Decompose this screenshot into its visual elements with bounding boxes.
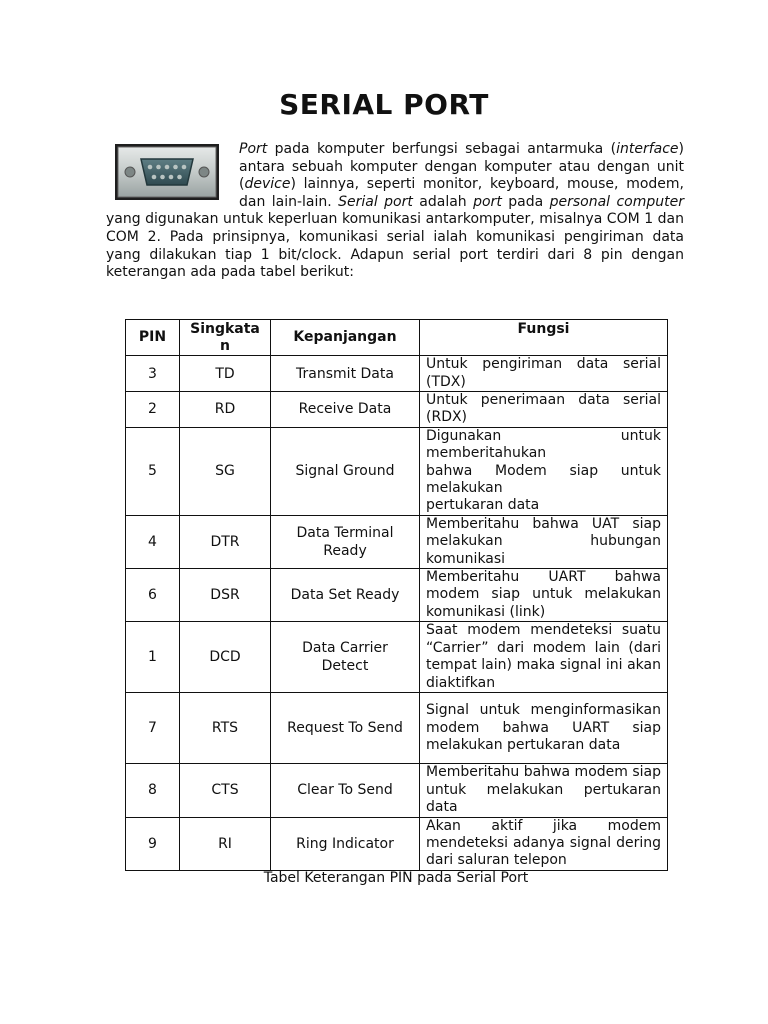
pin-cell: 8: [126, 764, 180, 817]
fungsi-text: bahwa Modem siap untuk melakukan: [426, 462, 661, 497]
fungsi-cell: [420, 356, 668, 392]
abbr-cell: CTS: [180, 764, 271, 817]
table-row: [126, 427, 668, 515]
table-caption: Tabel Keterangan PIN pada Serial Port: [263, 870, 529, 886]
name-cell: Ring Indicator: [271, 817, 420, 870]
pin-cell: 5: [126, 427, 180, 515]
fungsi-text: Memberitahu UART bahwa modem siap untuk melakukan komunikasi (link): [426, 569, 661, 620]
abbr-cell: TD: [180, 356, 271, 392]
pin-cell: 2: [126, 392, 180, 428]
intro-segment: pada komputer berfungsi sebagai antarmuka (: [267, 141, 617, 157]
fungsi-text: pertukaran data: [426, 497, 540, 514]
fungsi-cell: [420, 569, 668, 622]
table-row: [126, 817, 668, 870]
pin-cell: 9: [126, 817, 180, 870]
intro-segment: yang digunakan untuk keperluan komunikasi antarkomputer, misalnya COM 1 dan COM 2. Pada prinsipnya, komunikasi serial ialah komunikasi pengiriman data yang dilakukan tiap 1 bit/clock. Adapun serial port terdiri dari 8 pin dengan keterangan ada pada tabel berikut:: [106, 211, 684, 281]
intro-paragraph: [106, 141, 684, 282]
intro-segment: pada: [501, 193, 550, 210]
pin-table: [125, 319, 668, 871]
fungsi-text: Digunakan untuk memberitahukan: [426, 427, 661, 462]
intro-segment: ) antara sebuah komputer dengan komputer atau dengan unit (: [239, 141, 684, 193]
fungsi-cell: [420, 693, 668, 764]
fungsi-cell: [420, 427, 668, 515]
intro-segment: Port: [239, 141, 268, 157]
fungsi-text: Untuk pengiriman data serial (TDX): [426, 356, 661, 390]
pin-cell: 6: [126, 569, 180, 622]
table-row: [126, 356, 668, 392]
fungsi-text: Memberitahu bahwa modem siap untuk melakukan pertukaran data: [426, 764, 661, 816]
fungsi-text: Akan aktif jika modem mendeteksi adanya signal dering dari saluran telepon: [426, 817, 661, 869]
abbr-cell: DSR: [180, 569, 271, 622]
pin-cell: 1: [126, 622, 180, 693]
intro-segment: port: [473, 193, 502, 210]
table-row: [126, 392, 668, 428]
fungsi-text: Signal untuk menginformasikan modem bahwa UART siap melakukan pertukaran data: [426, 702, 661, 753]
name-cell: Data Terminal Ready: [271, 515, 420, 568]
fungsi-text: Memberitahu bahwa UAT siap melakukan hubungan komunikasi: [426, 515, 661, 567]
fungsi-cell: [420, 764, 668, 817]
abbr-cell: RD: [180, 392, 271, 428]
name-cell: Receive Data: [271, 392, 420, 428]
fungsi-cell: [420, 817, 668, 870]
table-row: [126, 693, 668, 764]
abbr-cell: DTR: [180, 515, 271, 568]
fungsi-cell: [420, 515, 668, 568]
name-cell: Transmit Data: [271, 356, 420, 392]
name-cell: Signal Ground: [271, 427, 420, 515]
abbr-cell: RI: [180, 817, 271, 870]
intro-segment: ) lainnya, seperti monitor, keyboard, mouse, modem, dan lain-lain.: [239, 176, 684, 210]
pin-cell: 7: [126, 693, 180, 764]
pin-cell: 3: [126, 356, 180, 392]
fungsi-text: Untuk penerimaan data serial (RDX): [426, 392, 661, 426]
serial-connector-image: [115, 144, 219, 200]
name-cell: Request To Send: [271, 693, 420, 764]
intro-segment: Serial port: [338, 193, 413, 210]
intro-segment: personal computer: [549, 193, 684, 210]
name-cell: Data Set Ready: [271, 569, 420, 622]
abbr-cell: DCD: [180, 622, 271, 693]
table-row: [126, 622, 668, 693]
abbr-cell: SG: [180, 427, 271, 515]
header-pin: PIN: [126, 320, 180, 356]
table-row: [126, 569, 668, 622]
fungsi-cell: [420, 622, 668, 693]
table-header-row: [126, 320, 668, 356]
header-kepanjangan: Kepanjangan: [271, 320, 420, 356]
intro-segment: adalah: [412, 193, 474, 210]
fungsi-cell: [420, 392, 668, 428]
name-cell: Clear To Send: [271, 764, 420, 817]
fungsi-text: Saat modem mendeteksi suatu “Carrier” dari modem lain (dari tempat lain) maka signal ini akan diaktifkan: [426, 622, 661, 691]
name-cell: Data Carrier Detect: [271, 622, 420, 693]
pin-cell: 4: [126, 515, 180, 568]
header-fungsi: Fungsi: [420, 320, 668, 356]
table-row: [126, 515, 668, 568]
abbr-cell: RTS: [180, 693, 271, 764]
page-title: SERIAL PORT: [279, 88, 489, 121]
intro-segment: interface: [616, 141, 679, 157]
header-singkatan: Singkatan: [180, 320, 271, 356]
intro-segment: device: [244, 176, 291, 193]
table-row: [126, 764, 668, 817]
